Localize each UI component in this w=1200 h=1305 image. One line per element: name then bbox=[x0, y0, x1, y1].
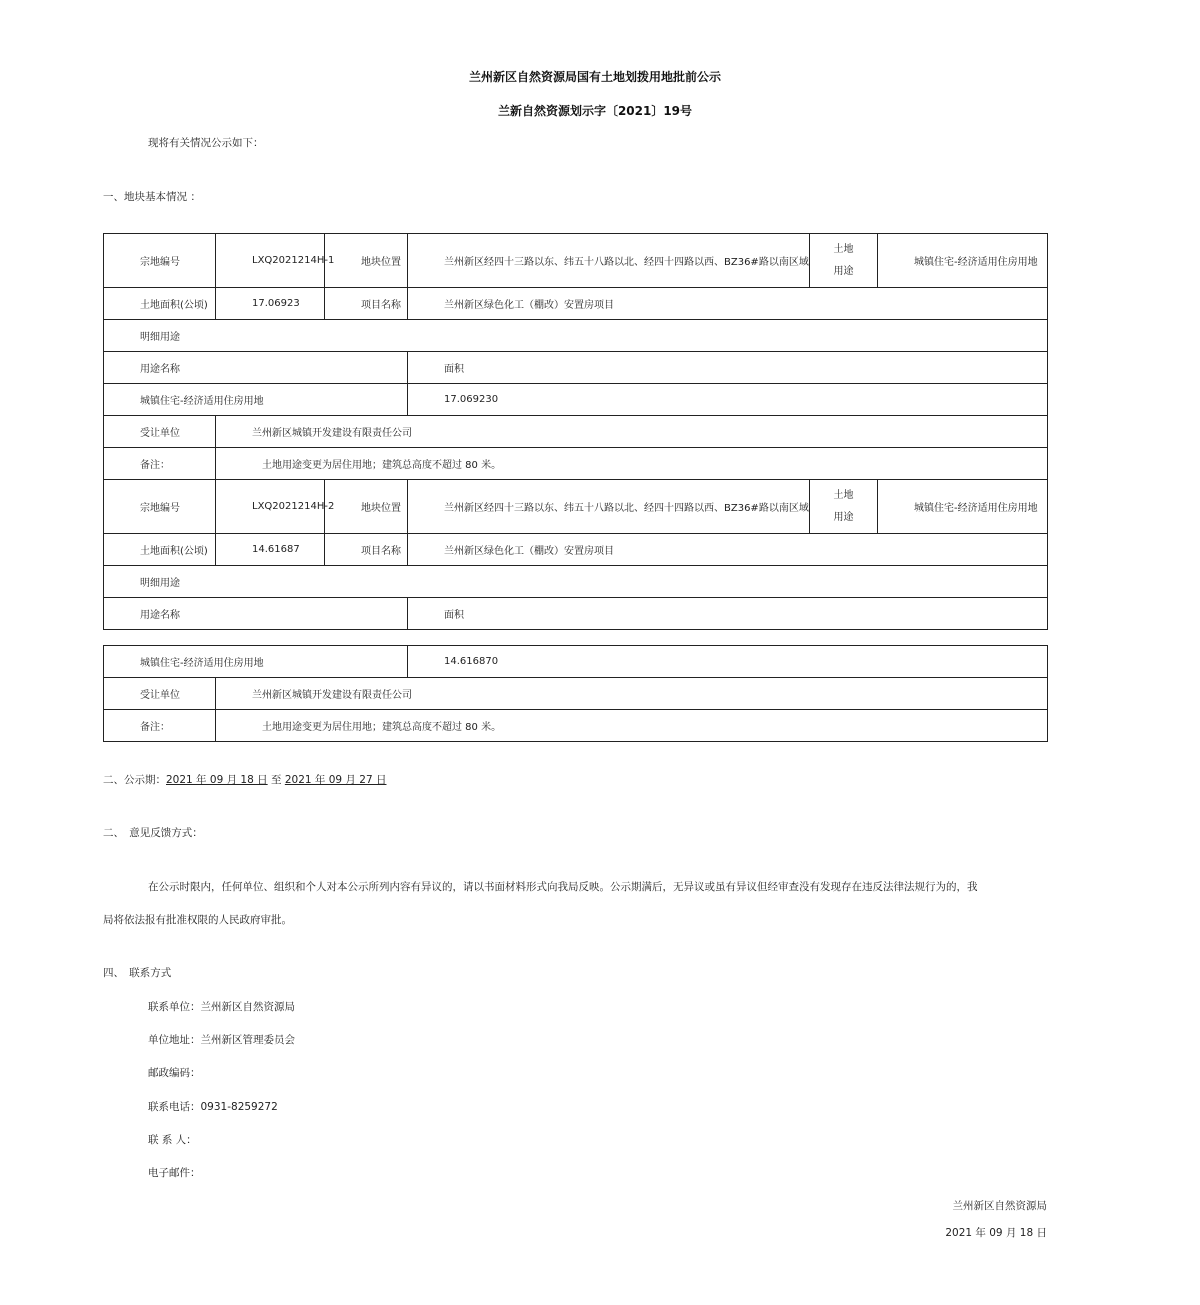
location-value: 兰州新区经四十三路以东、纬五十八路以北、经四十四路以西、BZ36#路以南区域 bbox=[408, 234, 810, 288]
publicity-to: 至 bbox=[270, 774, 282, 786]
parcel-no-value: LXQ2021214H-2 bbox=[216, 480, 325, 534]
contact-phone: 联系电话：0931-8259272 bbox=[148, 1101, 278, 1113]
section-1-heading: 一、地块基本情况 ： bbox=[103, 191, 201, 203]
remark-label: 备注： bbox=[104, 448, 216, 480]
table-row bbox=[104, 288, 1048, 320]
contact-email: 电子邮件： bbox=[148, 1167, 201, 1179]
table-row bbox=[104, 384, 1048, 416]
publicity-period-label: 二、公示期： bbox=[103, 774, 166, 786]
land-use-value: 城镇住宅-经济适用住房用地 bbox=[878, 480, 1048, 534]
parcel-no-label: 宗地编号 bbox=[104, 234, 216, 288]
intro-text: 现将有关情况公示如下： bbox=[148, 137, 264, 149]
contact-heading: 四、 联系方式 bbox=[103, 967, 172, 979]
location-label: 地块位置 bbox=[325, 480, 408, 534]
project-name-value: 兰州新区绿色化工（棚改）安置房项目 bbox=[408, 534, 1048, 566]
table-row bbox=[104, 598, 1048, 630]
land-table-2 bbox=[103, 645, 1048, 742]
feedback-body-line1: 在公示时限内，任何单位、组织和个人对本公示所列内容有异议的，请以书面材料形式向我局反映。公示期满后，无异议或虽有异议但经审查没有发现存在违反法律法规行为的，我 bbox=[148, 881, 978, 893]
feedback-heading: 二、 意见反馈方式： bbox=[103, 827, 203, 839]
location-value: 兰州新区经四十三路以东、纬五十八路以北、经四十四路以西、BZ36#路以南区域 bbox=[408, 480, 810, 534]
detail-use-label: 明细用途 bbox=[104, 320, 1048, 352]
detail-use-name-value: 城镇住宅-经济适用住房用地 bbox=[104, 646, 408, 678]
project-name-label: 项目名称 bbox=[325, 288, 408, 320]
project-name-label: 项目名称 bbox=[325, 534, 408, 566]
project-name-value: 兰州新区绿色化工（棚改）安置房项目 bbox=[408, 288, 1048, 320]
area-short-label: 面积 bbox=[408, 598, 1048, 630]
page-title: 兰州新区自然资源局国有土地划拨用地批前公示 bbox=[468, 70, 721, 84]
land-use-label: 土地 用途 bbox=[810, 234, 878, 288]
use-name-label: 用途名称 bbox=[104, 352, 408, 384]
table-row bbox=[104, 416, 1048, 448]
document-number: 兰新自然资源划示字〔2021〕19号 bbox=[497, 104, 693, 118]
contact-person: 联 系 人： bbox=[148, 1134, 197, 1146]
table-row bbox=[104, 320, 1048, 352]
grantee-value: 兰州新区城镇开发建设有限责任公司 bbox=[216, 678, 1048, 710]
area-value: 17.06923 bbox=[216, 288, 325, 320]
parcel-no-label: 宗地编号 bbox=[104, 480, 216, 534]
detail-area-value: 14.616870 bbox=[408, 646, 1048, 678]
contact-address: 单位地址：兰州新区管理委员会 bbox=[148, 1034, 295, 1046]
footer-date: 2021 年 09 月 18 日 bbox=[945, 1227, 1047, 1239]
remark-value: 土地用途变更为居住用地；建筑总高度不超过 80 米。 bbox=[216, 448, 1048, 480]
remark-label: 备注： bbox=[104, 710, 216, 742]
grantee-label: 受让单位 bbox=[104, 678, 216, 710]
footer-org: 兰州新区自然资源局 bbox=[952, 1200, 1047, 1212]
table-row bbox=[104, 710, 1048, 742]
location-label: 地块位置 bbox=[325, 234, 408, 288]
remark-value: 土地用途变更为居住用地；建筑总高度不超过 80 米。 bbox=[216, 710, 1048, 742]
area-short-label: 面积 bbox=[408, 352, 1048, 384]
use-name-label: 用途名称 bbox=[104, 598, 408, 630]
publicity-start-date: 2021 年 09 月 18 日 bbox=[166, 774, 268, 786]
table-row bbox=[104, 678, 1048, 710]
detail-area-value: 17.069230 bbox=[408, 384, 1048, 416]
table-row bbox=[104, 352, 1048, 384]
detail-use-name-value: 城镇住宅-经济适用住房用地 bbox=[104, 384, 408, 416]
table-row bbox=[104, 534, 1048, 566]
area-label: 土地面积(公顷) bbox=[104, 534, 216, 566]
grantee-label: 受让单位 bbox=[104, 416, 216, 448]
table-row bbox=[104, 234, 1048, 288]
publicity-end-date: 2021 年 09 月 27 日 bbox=[284, 774, 387, 786]
area-value: 14.61687 bbox=[216, 534, 325, 566]
publicity-period bbox=[103, 772, 386, 787]
land-table-1 bbox=[103, 233, 1048, 630]
table-row bbox=[104, 646, 1048, 678]
table-row bbox=[104, 448, 1048, 480]
land-use-value: 城镇住宅-经济适用住房用地 bbox=[878, 234, 1048, 288]
table-row bbox=[104, 566, 1048, 598]
area-label: 土地面积(公顷) bbox=[104, 288, 216, 320]
contact-postcode: 邮政编码： bbox=[148, 1067, 201, 1079]
table-row bbox=[104, 480, 1048, 534]
feedback-body-line2: 局将依法报有批准权限的人民政府审批。 bbox=[103, 914, 292, 926]
detail-use-label: 明细用途 bbox=[104, 566, 1048, 598]
grantee-value: 兰州新区城镇开发建设有限责任公司 bbox=[216, 416, 1048, 448]
parcel-no-value: LXQ2021214H-1 bbox=[216, 234, 325, 288]
contact-unit: 联系单位：兰州新区自然资源局 bbox=[148, 1001, 295, 1013]
land-use-label: 土地 用途 bbox=[810, 480, 878, 534]
